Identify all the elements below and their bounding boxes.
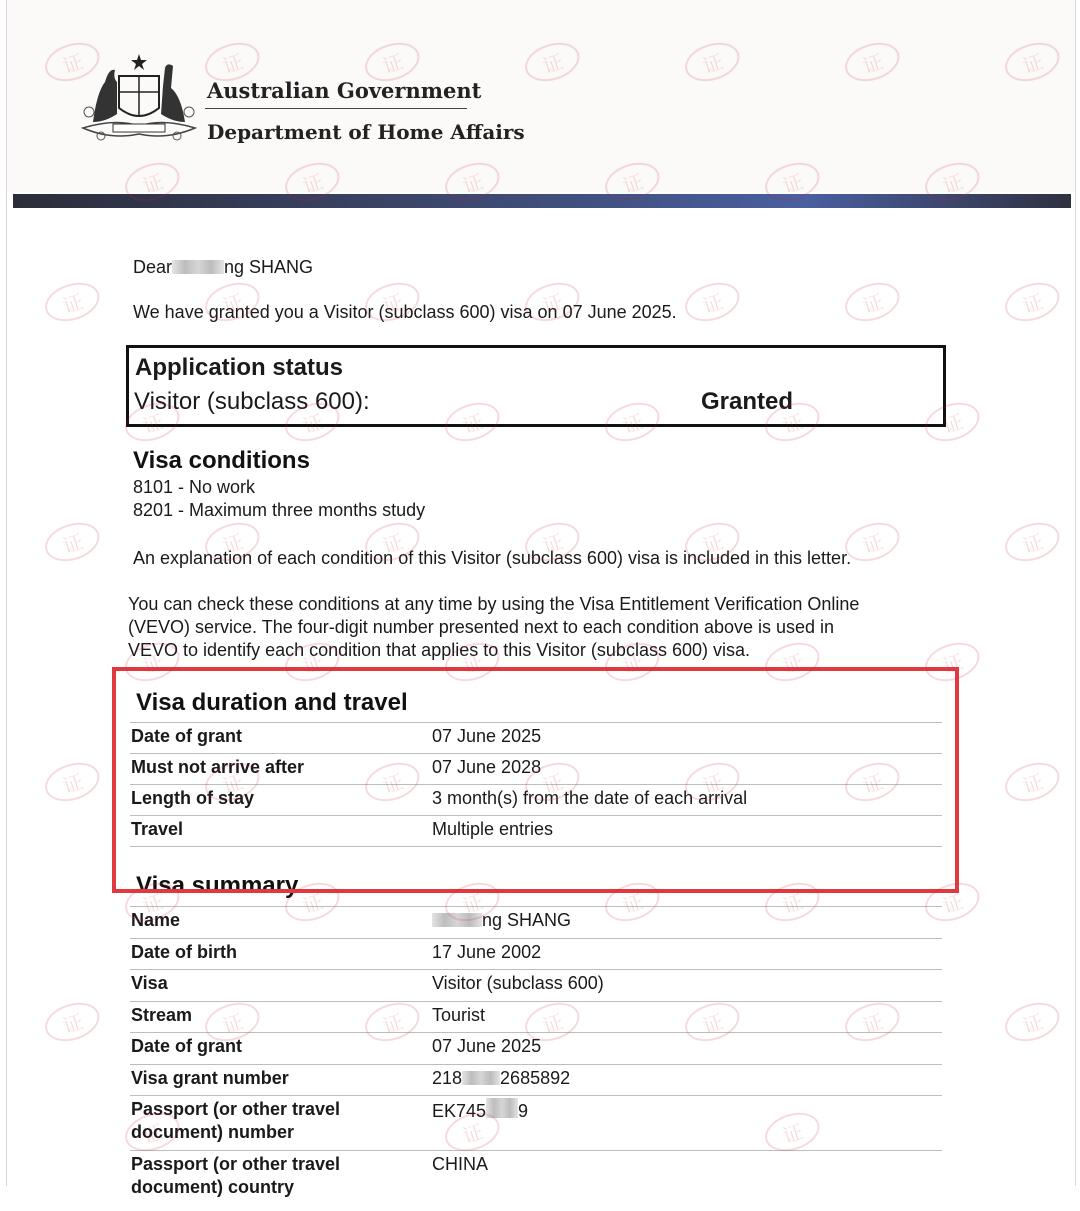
row-label: Travel xyxy=(131,819,184,839)
table-row xyxy=(130,1032,942,1064)
row-value-start: 218 xyxy=(432,1068,463,1088)
row-value: Visitor (subclass 600) xyxy=(432,973,604,993)
vevo-line: You can check these conditions at any time by using the Visa Entitlement Verification Online xyxy=(128,594,860,614)
row-value xyxy=(432,1098,528,1123)
vevo-line: (VEVO) service. The four-digit number presented next to each condition above is used in xyxy=(128,617,835,637)
letterhead xyxy=(7,0,1075,192)
row-value xyxy=(432,1067,570,1090)
condition-item: 8201 - Maximum three months study xyxy=(133,500,426,520)
vevo-line: VEVO to identify each condition that applies to this Visitor (subclass 600) visa. xyxy=(128,640,750,660)
row-value: Multiple entries xyxy=(432,819,554,839)
row-value xyxy=(432,909,571,932)
row-label: Length of stay xyxy=(131,788,255,808)
redacted-digits xyxy=(486,1098,518,1118)
row-value: Tourist xyxy=(432,1005,486,1025)
application-status-title: Application status xyxy=(135,354,344,381)
redacted-name xyxy=(172,260,224,274)
conditions-explanation: An explanation of each condition of this Visitor (subclass 600) visa is included in this letter. xyxy=(133,548,852,568)
row-label-line: Passport (or other travel xyxy=(131,1154,341,1174)
row-label: Date of grant xyxy=(131,1036,243,1056)
salutation xyxy=(133,256,313,279)
table-row xyxy=(130,1150,942,1211)
row-value: 07 June 2025 xyxy=(432,1036,542,1056)
redacted-name xyxy=(432,913,482,927)
row-label: Must not arrive after xyxy=(131,757,305,777)
row-label: Name xyxy=(131,910,181,930)
row-value: 17 June 2002 xyxy=(432,942,542,962)
row-label xyxy=(131,1098,340,1144)
row-value-end: 2685892 xyxy=(500,1068,571,1088)
redacted-digits xyxy=(462,1071,500,1085)
highlight-box xyxy=(112,667,959,893)
table-row xyxy=(130,1001,942,1032)
table-row xyxy=(130,938,942,969)
row-label-line: Passport (or other travel xyxy=(131,1099,341,1119)
vevo-paragraph xyxy=(128,593,948,662)
row-value-end: 9 xyxy=(518,1101,529,1121)
row-value: 3 month(s) from the date of each arrival xyxy=(432,788,748,808)
table-row xyxy=(130,1095,942,1150)
application-status-label: Visitor (subclass 600): xyxy=(134,388,370,415)
department-name: Department of Home Affairs xyxy=(207,120,525,144)
visa-conditions-title: Visa conditions xyxy=(133,447,310,474)
row-label: Date of grant xyxy=(131,726,243,746)
row-label xyxy=(131,1153,340,1199)
row-label: Date of birth xyxy=(131,942,237,962)
application-status-value: Granted xyxy=(701,388,794,415)
table-row xyxy=(130,906,942,938)
visa-duration-title: Visa duration and travel xyxy=(136,689,408,716)
visa-summary-title: Visa summary xyxy=(136,872,299,899)
row-label: Visa xyxy=(131,973,168,993)
condition-item: 8101 - No work xyxy=(133,477,256,497)
salutation-name: ng SHANG xyxy=(224,257,314,277)
row-label-line: document) country xyxy=(131,1177,295,1197)
table-row xyxy=(130,1064,942,1095)
row-value-start: EK745 xyxy=(432,1101,487,1121)
row-value: CHINA xyxy=(432,1154,489,1174)
row-value: 07 June 2025 xyxy=(432,726,542,746)
visa-summary-table xyxy=(130,906,942,1211)
header-band xyxy=(13,194,1071,208)
table-row xyxy=(130,969,942,1001)
row-label: Stream xyxy=(131,1005,193,1025)
row-label: Visa grant number xyxy=(131,1068,289,1088)
coat-of-arms-icon xyxy=(75,52,203,146)
row-value-text: ng SHANG xyxy=(482,910,572,930)
application-status-box xyxy=(126,345,946,427)
grant-sentence: We have granted you a Visitor (subclass 600) visa on 07 June 2025. xyxy=(133,302,677,322)
header-divider xyxy=(205,108,467,109)
row-value: 07 June 2028 xyxy=(432,757,542,777)
row-label-line: document) number xyxy=(131,1122,295,1142)
salutation-prefix: Dear xyxy=(133,257,173,277)
government-name: Australian Government xyxy=(207,78,482,103)
